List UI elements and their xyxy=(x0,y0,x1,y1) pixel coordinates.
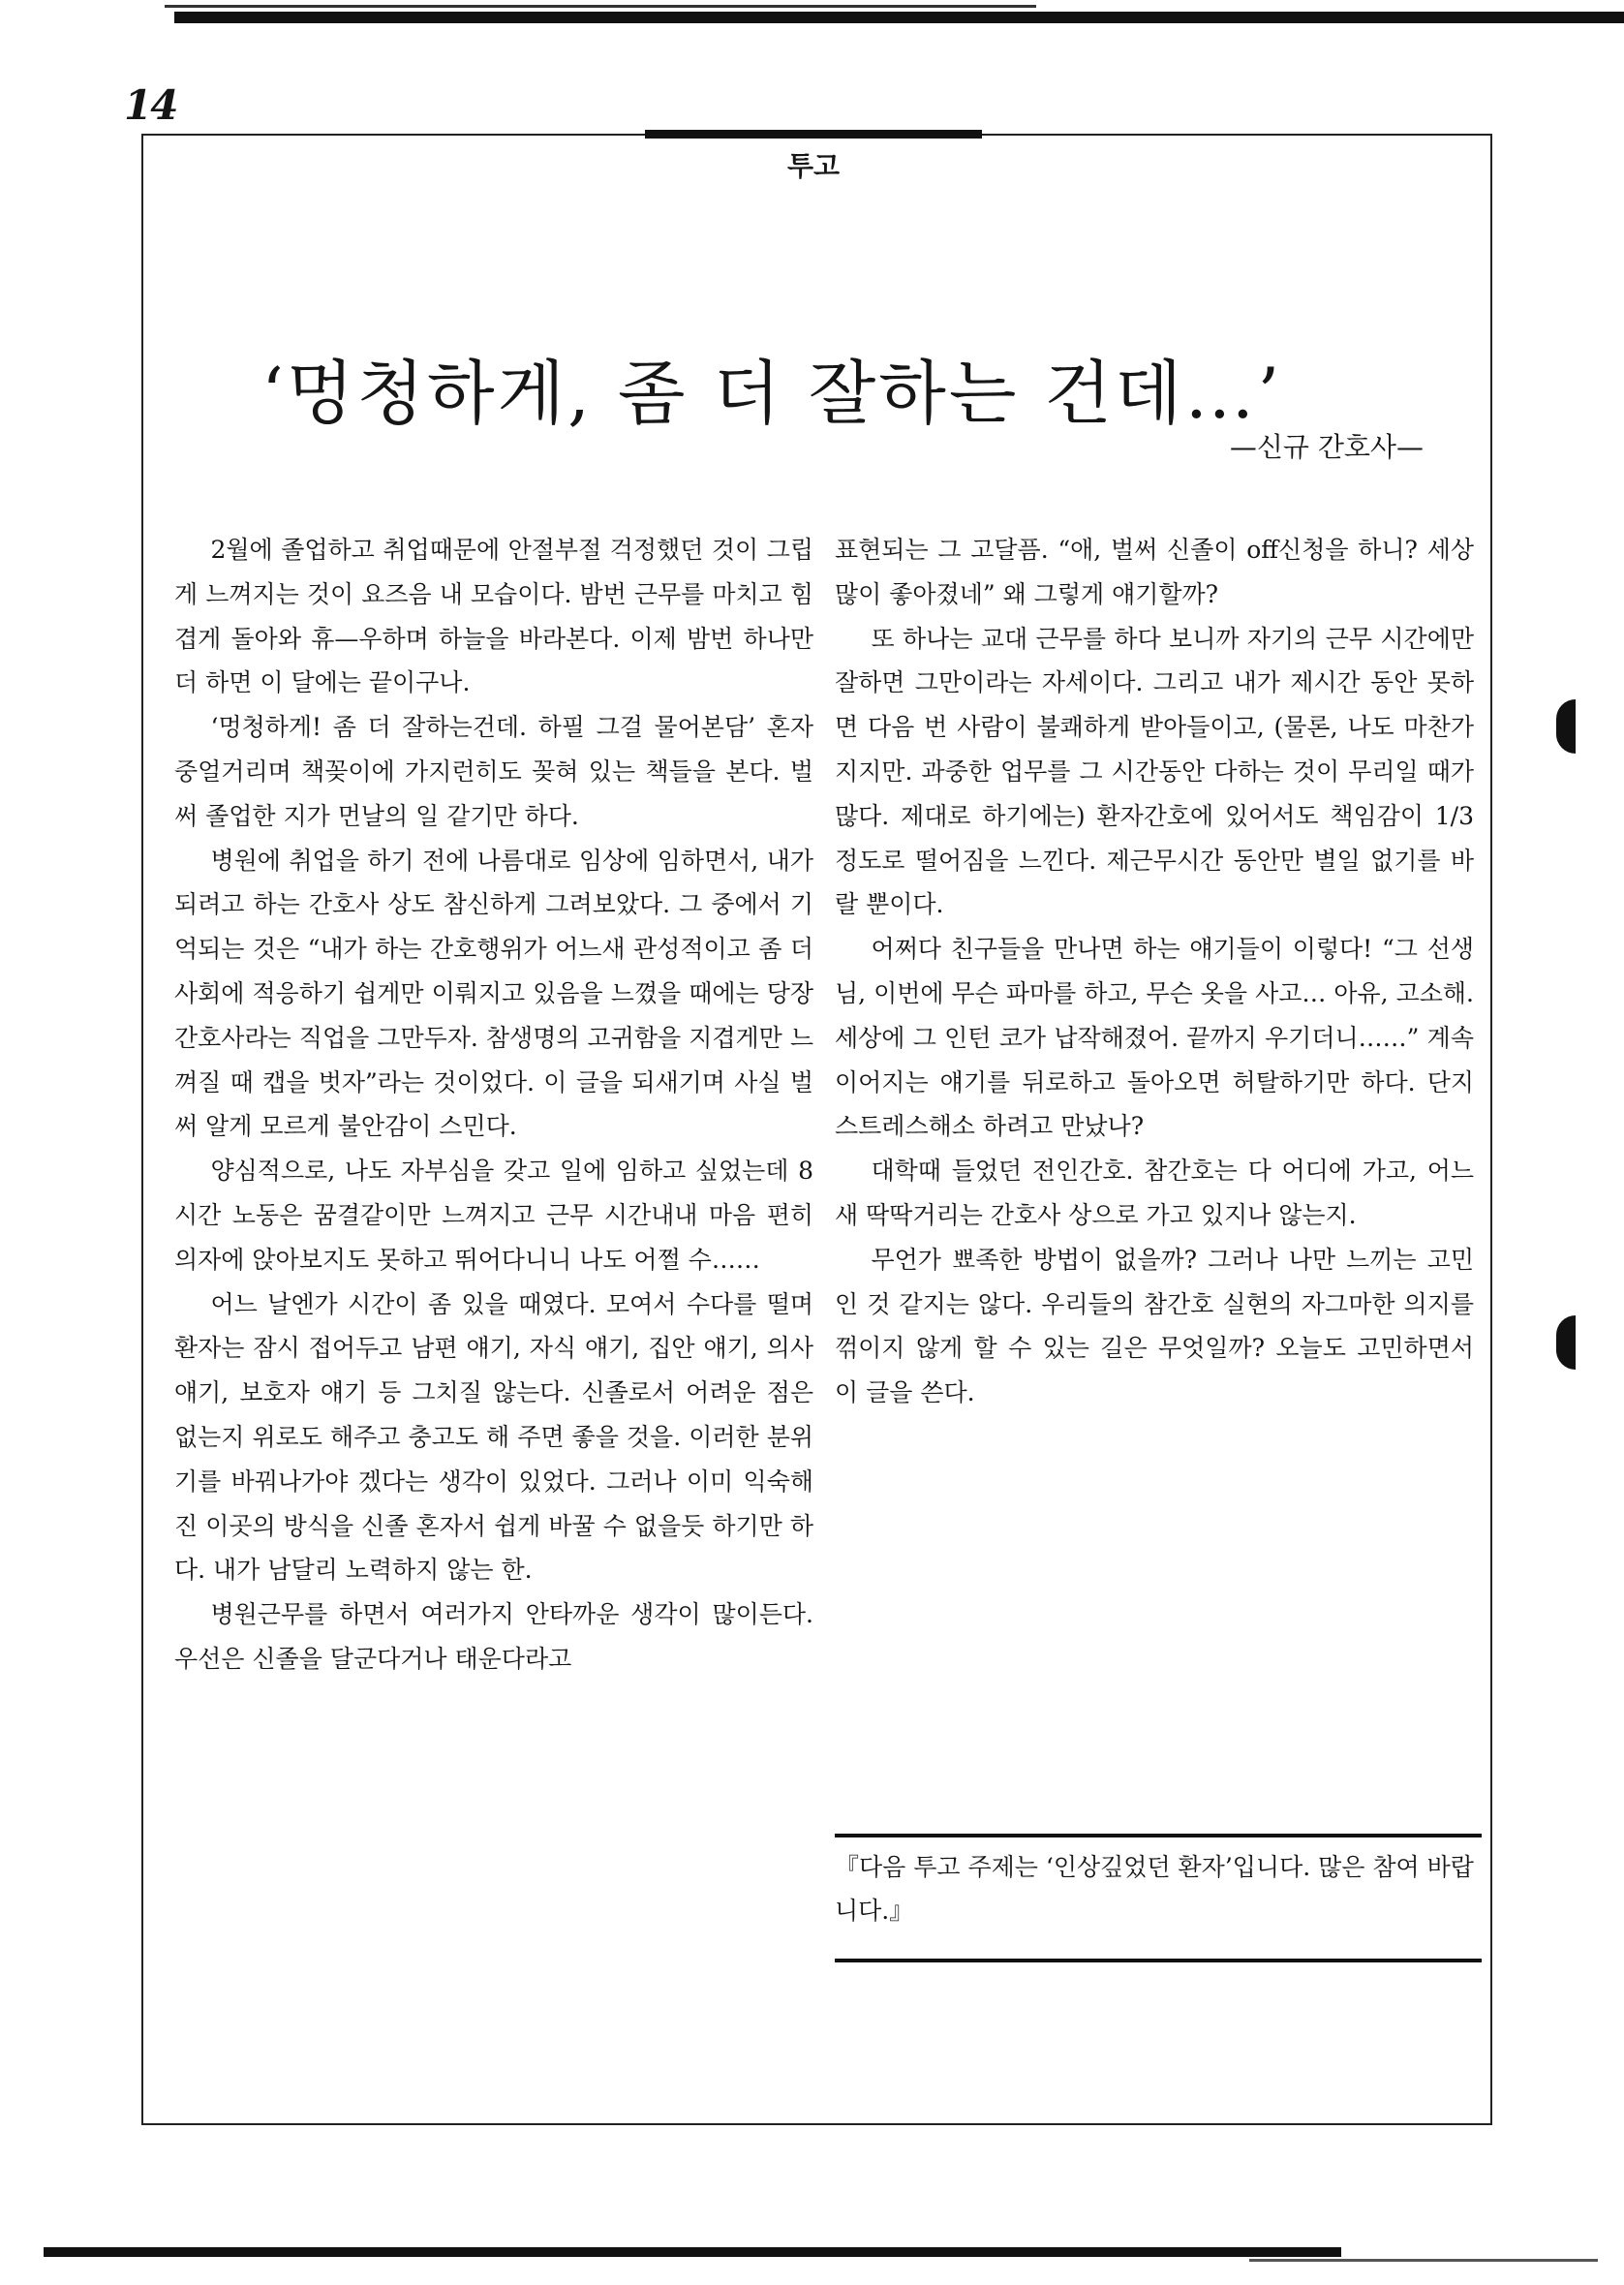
top-rule xyxy=(174,12,1624,23)
body-paragraph: ‘멍청하게! 좀 더 잘하는건데. 하필 그걸 물어본담’ 혼자 중얼거리며 책꽂이에 가지런히도 꽂혀 있는 책들을 본다. 벌써 졸업한 지가 먼날의 일 같기만 하다. xyxy=(174,713,813,830)
body-paragraph: 어느 날엔가 시간이 좀 있을 때였다. 모여서 수다를 떨며 환자는 잠시 접어두고 남편 얘기, 자식 얘기, 집안 얘기, 의사 얘기, 보호자 얘기 등 그치질 않는다. 신졸로서 어려운 점은 없는지 위로도 해주고 충고도 해 주면 좋을 것을. 이러한 분위기를 바꿔나가야 겠다는 생각이 있었다. 그러나 이미 익숙해진 이곳의 방식을 신졸 혼자서 쉽게 바꿀 수 없을듯 하기만 하다. 내가 남달리 노력하지 않는 한. xyxy=(174,1289,813,1585)
body-paragraph: 무언가 뾰족한 방법이 없을까? 그러나 나만 느끼는 고민인 것 같지는 않다. 우리들의 참간호 실현의 자그마한 의지를 꺾이지 않게 할 수 있는 길은 무엇일까? 오늘도 고민하면서 이 글을 쓴다. xyxy=(835,1245,1474,1407)
bottom-thin-rule xyxy=(1249,2259,1598,2262)
body-paragraph: 2월에 졸업하고 취업때문에 안절부절 걱정했던 것이 그립게 느껴지는 것이 요즈음 내 모습이다. 밤번 근무를 마치고 힘겹게 돌아와 휴—우하며 하늘을 바라본다. 이제 밤번 하나만 더 하면 이 달에는 끝이구나. xyxy=(174,536,813,697)
body-paragraph: 표현되는 그 고달픔. “애, 벌써 신졸이 off신청을 하니? 세상 많이 좋아졌네” 왜 그렇게 얘기할까? xyxy=(835,536,1474,608)
next-topic-notice: 『다음 투고 주제는 ‘인상깊었던 환자’입니다. 많은 참여 바랍니다.』 xyxy=(835,1853,1474,1925)
notice-bottom-rule xyxy=(835,1959,1482,1962)
binding-hole-mark xyxy=(1556,1315,1576,1370)
article-byline: —신규 간호사— xyxy=(1229,431,1424,463)
right-column xyxy=(835,528,1474,1415)
body-paragraph: 양심적으로, 나도 자부심을 갖고 일에 임하고 싶었는데 8시간 노동은 꿈결같이만 느껴지고 근무 시간내내 마음 편히 의자에 앉아보지도 못하고 뛰어다니니 나도 어쩔 수…… xyxy=(174,1157,813,1274)
left-column xyxy=(174,528,813,1682)
body-paragraph: 병원근무를 하면서 여러가지 안타까운 생각이 많이든다. 우선은 신졸을 달군다거나 태운다라고 xyxy=(174,1600,813,1673)
article-headline: ‘멍청하게, 좀 더 잘하는 건데…’ xyxy=(261,353,1283,435)
section-bar xyxy=(645,130,982,139)
binding-hole-mark xyxy=(1556,699,1576,754)
bottom-rule xyxy=(44,2247,1341,2257)
body-paragraph: 또 하나는 교대 근무를 하다 보니까 자기의 근무 시간에만 잘하면 그만이라는 자세이다. 그리고 내가 제시간 동안 못하면 다음 번 사람이 불쾌하게 받아들이고, (물론, 나도 마찬가지지만. 과중한 업무를 그 시간동안 다하는 것이 무리일 때가 많다. 제대로 하기에는) 환자간호에 있어서도 책임감이 1/3정도로 떨어짐을 느낀다. 제근무시간 동안만 별일 없기를 바랄 뿐이다. xyxy=(835,624,1474,919)
page-number: 14 xyxy=(124,81,177,129)
top-thin-rule xyxy=(165,5,1036,8)
section-label: 투고 xyxy=(786,150,841,182)
body-paragraph: 어쩌다 친구들을 만나면 하는 얘기들이 이렇다! “그 선생님, 이번에 무슨 파마를 하고, 무슨 옷을 사고… 아유, 고소해. 세상에 그 인턴 코가 납작해졌어. 끝까지 우기더니……” 계속 이어지는 얘기를 뒤로하고 돌아오면 허탈하기만 하다. 단지 스트레스해소 하려고 만났나? xyxy=(835,935,1474,1141)
body-paragraph: 병원에 취업을 하기 전에 나름대로 임상에 임하면서, 내가 되려고 하는 간호사 상도 참신하게 그려보았다. 그 중에서 기억되는 것은 “내가 하는 간호행위가 어느새 관성적이고 좀 더 사회에 적응하기 쉽게만 이뤄지고 있음을 느꼈을 때에는 당장 간호사라는 직업을 그만두자. 참생명의 고귀함을 지겹게만 느껴질 때 캡을 벗자”라는 것이었다. 이 글을 되새기며 사실 벌써 알게 모르게 불안감이 스민다. xyxy=(174,846,813,1141)
body-paragraph: 대학때 들었던 전인간호. 참간호는 다 어디에 가고, 어느새 딱딱거리는 간호사 상으로 가고 있지나 않는지. xyxy=(835,1157,1474,1229)
notice-top-rule xyxy=(835,1834,1482,1837)
